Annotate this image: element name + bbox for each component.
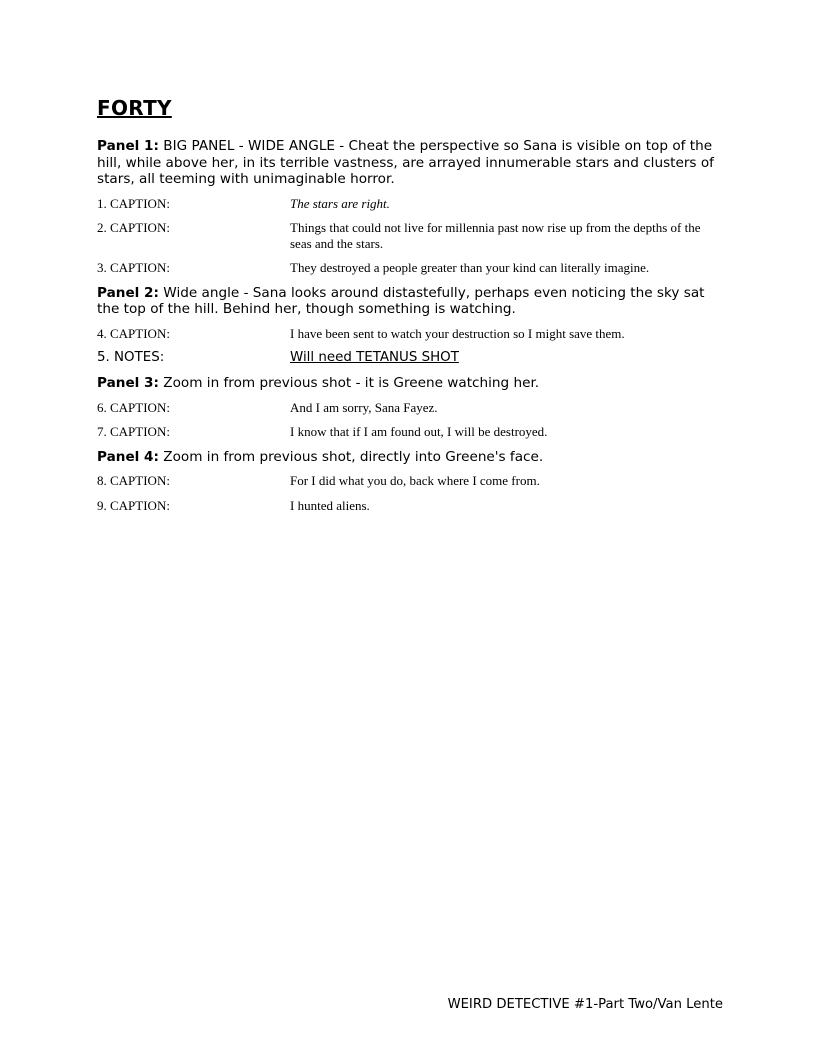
caption-label: 7. CAPTION:	[97, 424, 170, 439]
panel-label: Panel 3:	[97, 375, 159, 391]
caption-row	[97, 424, 723, 440]
script-body	[97, 138, 723, 522]
caption-label: 4. CAPTION:	[97, 325, 170, 341]
notes-text: Will need TETANUS SHOT	[290, 350, 459, 365]
caption-text: I hunted aliens.	[290, 497, 370, 513]
panel-1-description	[97, 138, 723, 188]
caption-text: I know that if I am found out, I will be destroyed.	[290, 424, 548, 439]
caption-label: 2. CAPTION:	[97, 220, 170, 235]
page-heading: FORTY	[97, 96, 172, 120]
caption-row	[97, 220, 723, 251]
panel-text: Zoom in from previous shot - it is Greene watching her.	[163, 375, 540, 391]
caption-row	[97, 498, 723, 514]
caption-text: I have been sent to watch your destruction so I might save them.	[290, 325, 625, 341]
caption-label: 6. CAPTION:	[97, 399, 170, 415]
notes-row	[97, 350, 723, 366]
caption-label: 3. CAPTION:	[97, 260, 170, 275]
caption-label: 1. CAPTION:	[97, 195, 170, 211]
panel-text: BIG PANEL - WIDE ANGLE - Cheat the perspective so Sana is visible on top of the hill, while above her, in its terrible vastness, are arrayed innumerable stars and clusters of stars, all teeming with unimaginable horror.	[97, 138, 714, 187]
caption-text: The stars are right.	[290, 195, 390, 211]
panel-text: Zoom in from previous shot, directly into Greene's face.	[163, 448, 544, 465]
caption-text: And I am sorry, Sana Fayez.	[290, 399, 438, 415]
caption-text: For I did what you do, back where I come from.	[290, 473, 540, 488]
notes-label: 5. NOTES:	[97, 350, 165, 365]
caption-text: Things that could not live for millennia past now rise up from the depths of the seas and the stars.	[290, 220, 701, 251]
page-footer: WEIRD DETECTIVE #1-Part Two/Van Lente	[447, 997, 723, 1012]
panel-text: Wide angle - Sana looks around distastefully, perhaps even noticing the sky sat the top of the hill. Behind her, though something is watching.	[97, 284, 705, 317]
panel-label: Panel 2:	[97, 284, 159, 301]
panel-label: Panel 1:	[97, 138, 159, 154]
caption-row	[97, 260, 723, 276]
caption-row	[97, 400, 723, 416]
caption-row	[97, 326, 723, 342]
panel-label: Panel 4:	[97, 448, 159, 465]
panel-3-description	[97, 375, 723, 392]
panel-2-description	[97, 285, 723, 318]
caption-row	[97, 473, 723, 489]
panel-4-description	[97, 449, 723, 466]
caption-row	[97, 196, 723, 212]
caption-label: 9. CAPTION:	[97, 497, 170, 513]
caption-label: 8. CAPTION:	[97, 473, 170, 488]
caption-text: They destroyed a people greater than your kind can literally imagine.	[290, 260, 650, 275]
